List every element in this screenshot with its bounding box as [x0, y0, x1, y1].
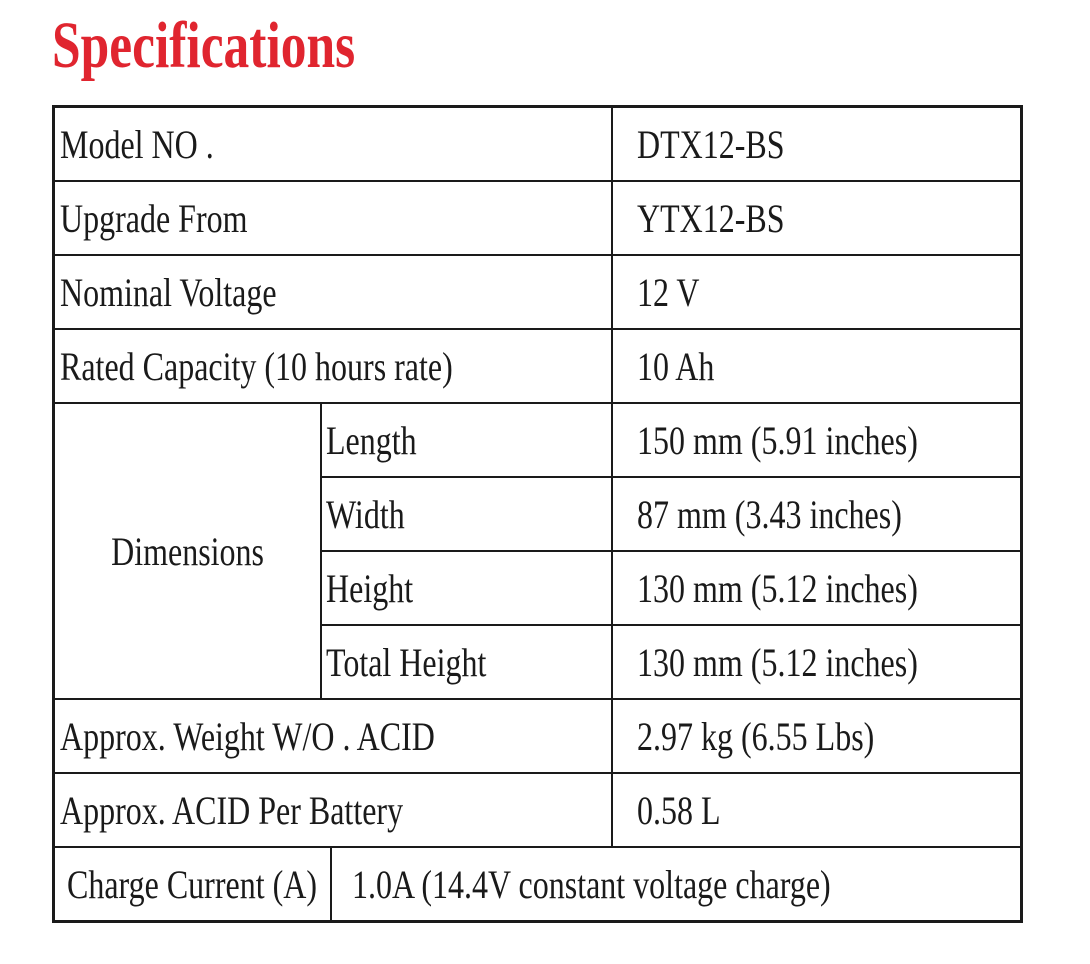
rated-capacity-label: Rated Capacity (10 hours rate)	[60, 343, 453, 389]
spec-label-cell	[54, 699, 612, 773]
upgrade-from-value: YTX12-BS	[636, 195, 785, 241]
spec-label-cell	[54, 255, 612, 329]
spec-value-cell	[331, 847, 1022, 922]
table-row	[54, 699, 1022, 773]
model-no-label: Model NO .	[60, 121, 214, 167]
length-value: 150 mm (5.91 inches)	[636, 417, 918, 463]
spec-sublabel-cell	[321, 625, 612, 699]
spec-value-cell	[612, 403, 1022, 477]
specifications-table	[52, 105, 1023, 923]
spec-value-cell	[612, 107, 1022, 182]
height-value: 130 mm (5.12 inches)	[636, 565, 918, 611]
table-row	[54, 847, 1022, 922]
nominal-voltage-label: Nominal Voltage	[60, 269, 277, 315]
spec-label-cell	[54, 847, 331, 922]
upgrade-from-label: Upgrade From	[60, 195, 248, 241]
page-title: Specifications	[52, 9, 356, 82]
total-height-label: Total Height	[325, 639, 486, 685]
spec-sublabel-cell	[321, 403, 612, 477]
nominal-voltage-value: 12 V	[636, 269, 700, 315]
spec-label-cell	[54, 107, 612, 182]
spec-label-cell	[54, 773, 612, 847]
dimensions-group-cell	[54, 403, 321, 699]
model-no-value: DTX12-BS	[636, 121, 785, 167]
charge-current-label: Charge Current (A)	[67, 861, 317, 907]
charge-current-value: 1.0A (14.4V constant voltage charge)	[351, 861, 831, 907]
table-row	[54, 773, 1022, 847]
spec-value-cell	[612, 551, 1022, 625]
length-label: Length	[325, 417, 417, 463]
spec-sublabel-cell	[321, 477, 612, 551]
spec-value-cell	[612, 625, 1022, 699]
weight-label: Approx. Weight W/O . ACID	[60, 713, 435, 759]
dimensions-label: Dimensions	[110, 528, 264, 574]
table-row	[54, 255, 1022, 329]
rated-capacity-value: 10 Ah	[636, 343, 714, 389]
spec-label-cell	[54, 181, 612, 255]
spec-value-cell	[612, 181, 1022, 255]
spec-value-cell	[612, 477, 1022, 551]
spec-value-cell	[612, 773, 1022, 847]
acid-per-battery-value: 0.58 L	[636, 787, 721, 833]
width-label: Width	[325, 491, 405, 537]
spec-value-cell	[612, 255, 1022, 329]
table-row	[54, 403, 1022, 477]
table-row	[54, 329, 1022, 403]
table-row	[54, 181, 1022, 255]
total-height-value: 130 mm (5.12 inches)	[636, 639, 918, 685]
spec-value-cell	[612, 329, 1022, 403]
spec-sublabel-cell	[321, 551, 612, 625]
spec-value-cell	[612, 699, 1022, 773]
table-row	[54, 107, 1022, 182]
acid-per-battery-label: Approx. ACID Per Battery	[60, 787, 404, 833]
spec-label-cell	[54, 329, 612, 403]
width-value: 87 mm (3.43 inches)	[636, 491, 902, 537]
weight-value: 2.97 kg (6.55 Lbs)	[636, 713, 874, 759]
height-label: Height	[325, 565, 413, 611]
